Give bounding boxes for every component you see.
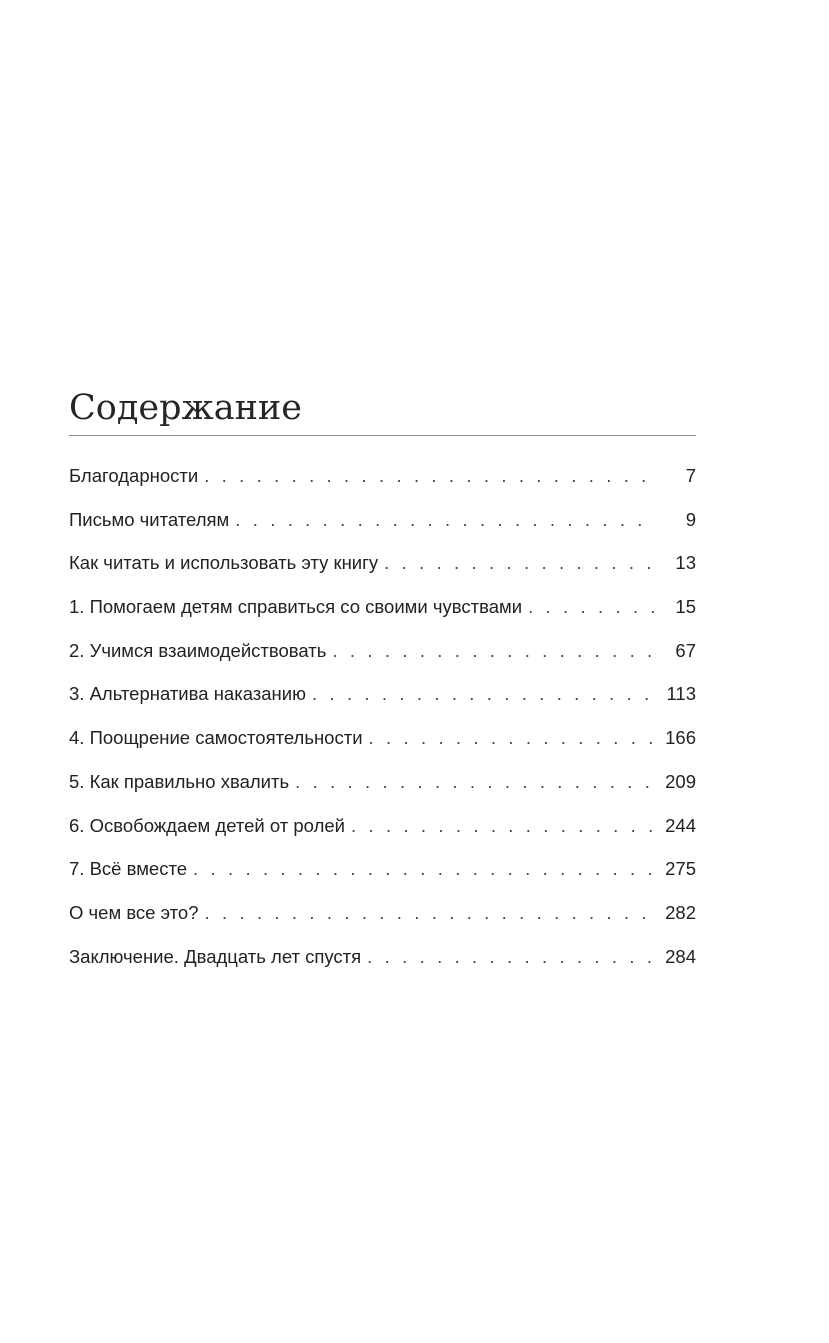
toc-entry-label: 1. Помогаем детям справиться со своими чувствами	[69, 596, 523, 618]
dot-leader	[384, 545, 656, 581]
toc-entry[interactable]	[69, 633, 696, 677]
toc-entry-label: 2. Учимся взаимодействовать	[69, 639, 327, 661]
toc-entry-page: 282	[665, 901, 696, 923]
toc-entry[interactable]	[69, 458, 696, 502]
toc-entry-page: 13	[675, 552, 696, 574]
toc-entry-page: 209	[665, 770, 696, 792]
dot-leader	[312, 676, 656, 712]
toc-entry-page: 166	[665, 727, 696, 749]
toc-entry-label: 3. Альтернатива наказанию	[69, 683, 306, 705]
toc-entry-page: 15	[675, 596, 696, 618]
toc-entry-label: 5. Как правильно хвалить	[69, 770, 290, 792]
toc-entry[interactable]	[69, 502, 696, 546]
toc-entry[interactable]	[69, 808, 696, 852]
toc-entry-label: 4. Поощрение самостоятельности	[69, 727, 363, 749]
title-divider	[69, 435, 696, 436]
toc-entry[interactable]	[69, 764, 696, 808]
toc-entry-page: 67	[675, 639, 696, 661]
dot-leader	[235, 502, 656, 538]
toc-entry-label: Письмо читателям	[69, 508, 230, 530]
toc-entry[interactable]	[69, 589, 696, 633]
toc-entry[interactable]	[69, 939, 696, 983]
dot-leader	[332, 633, 656, 669]
toc-entry-label: Как читать и использовать эту книгу	[69, 552, 379, 574]
toc-list	[69, 458, 696, 982]
toc-entry[interactable]	[69, 676, 696, 720]
toc-entry[interactable]	[69, 895, 696, 939]
toc-entry-label: Заключение. Двадцать лет спустя	[69, 945, 362, 967]
dot-leader	[295, 764, 656, 800]
dot-leader	[205, 895, 657, 931]
toc-entry[interactable]	[69, 720, 696, 764]
dot-leader	[193, 851, 656, 887]
toc-entry-page: 113	[666, 683, 696, 705]
toc-entry-page: 244	[665, 814, 696, 836]
toc-entry-page: 275	[665, 858, 696, 880]
page-title: Содержание	[69, 388, 302, 428]
dot-leader	[528, 589, 656, 625]
toc-entry-label: О чем все это?	[69, 901, 199, 923]
toc-entry-label: 7. Всё вместе	[69, 858, 188, 880]
toc-entry-label: 6. Освобождаем детей от ролей	[69, 814, 345, 836]
dot-leader	[367, 939, 656, 975]
toc-entry-page: 9	[685, 508, 696, 530]
toc-entry-label: Благодарности	[69, 465, 199, 486]
dot-leader	[369, 720, 656, 756]
toc-entry-page: 7	[685, 465, 696, 486]
dot-leader	[204, 458, 656, 494]
toc-entry[interactable]	[69, 545, 696, 589]
dot-leader	[351, 808, 656, 844]
toc-entry-page: 284	[665, 945, 696, 967]
toc-entry[interactable]	[69, 851, 696, 895]
